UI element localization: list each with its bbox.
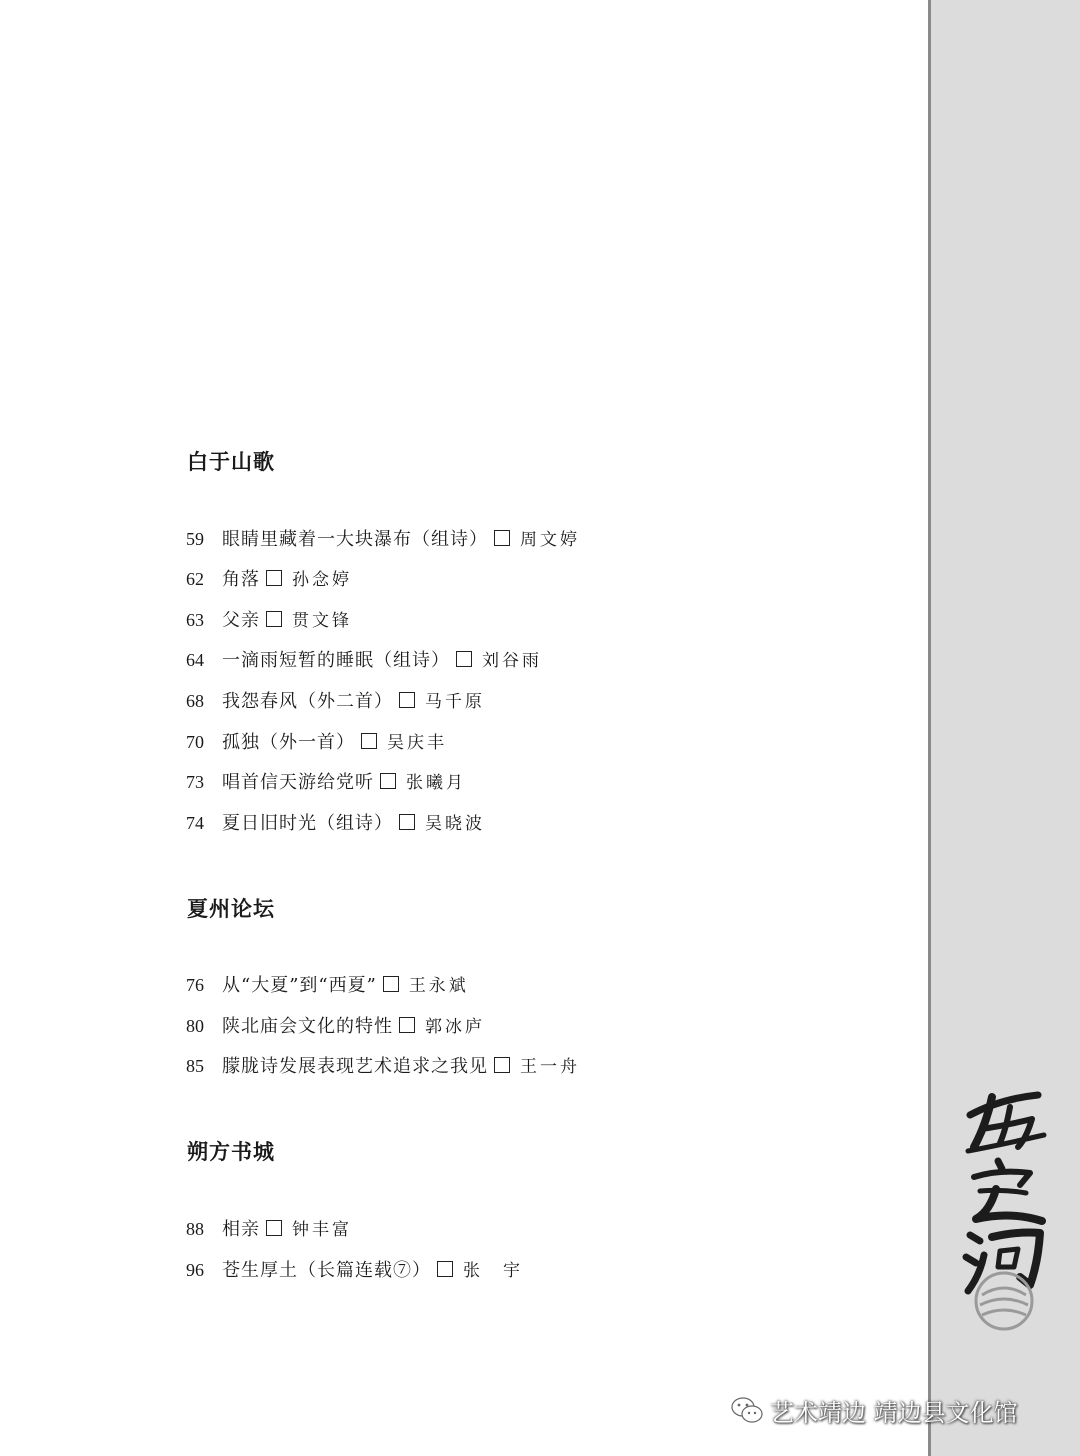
entry-title: 一滴雨短暂的睡眠（组诗） [222, 650, 450, 671]
separator-box-icon [266, 1220, 282, 1236]
entry-author: 吴庆丰 [387, 733, 447, 753]
toc-entry[interactable] [186, 768, 466, 796]
entry-title: 眼睛里藏着一大块瀑布（组诗） [222, 529, 488, 550]
separator-box-icon [437, 1261, 453, 1277]
separator-box-icon [383, 976, 399, 992]
entry-author: 王永斌 [408, 976, 469, 996]
separator-box-icon [380, 773, 396, 789]
toc-entry[interactable] [186, 525, 580, 553]
entry-title: 相亲 [222, 1219, 260, 1240]
section-title: 朔方书城 [187, 1140, 275, 1164]
toc-entry[interactable] [186, 606, 352, 634]
toc-entry[interactable] [186, 971, 469, 999]
entry-author: 刘谷雨 [482, 651, 542, 671]
toc-entry[interactable] [186, 809, 485, 837]
toc-entry[interactable] [186, 1256, 523, 1284]
entry-author: 吴晓波 [425, 814, 485, 834]
entry-author: 马千原 [425, 692, 485, 712]
separator-box-icon [399, 814, 415, 830]
entry-author: 孙念婷 [292, 570, 352, 590]
separator-box-icon [266, 611, 282, 627]
entry-title: 夏日旧时光（组诗） [222, 813, 393, 834]
entry-title: 苍生厚土（长篇连载⑦） [222, 1260, 431, 1281]
toc-entry[interactable] [186, 646, 542, 674]
toc-entry[interactable] [186, 687, 485, 715]
entry-page: 76 [186, 975, 204, 995]
separator-box-icon [266, 570, 282, 586]
entry-author: 郭冰庐 [425, 1017, 485, 1037]
entry-page: 68 [186, 691, 204, 711]
magazine-logo [960, 1085, 1050, 1335]
entry-author: 张曦月 [406, 773, 466, 793]
entry-page: 64 [186, 650, 204, 670]
entry-page: 85 [186, 1056, 204, 1076]
entry-title: 从“大夏”到“西夏” [222, 975, 377, 996]
entry-page: 63 [186, 610, 204, 630]
toc-entry[interactable] [186, 728, 447, 756]
toc-entry[interactable] [186, 1012, 485, 1040]
toc-entry[interactable] [186, 1052, 580, 1080]
entry-author: 王一舟 [520, 1057, 580, 1077]
entry-page: 80 [186, 1016, 204, 1036]
watermark [730, 1390, 1018, 1430]
separator-box-icon [456, 651, 472, 667]
separator-box-icon [399, 692, 415, 708]
entry-page: 70 [186, 732, 204, 752]
toc-entry[interactable] [186, 1215, 352, 1243]
toc-entry[interactable] [186, 565, 352, 593]
entry-page: 88 [186, 1219, 204, 1239]
entry-page: 73 [186, 772, 204, 792]
separator-box-icon [494, 1057, 510, 1073]
entry-author: 贯文锋 [292, 611, 352, 631]
entry-page: 59 [186, 529, 204, 549]
watermark-text: 艺术靖边 靖边县文化馆 [770, 1398, 1018, 1427]
entry-title: 陕北庙会文化的特性 [222, 1016, 393, 1037]
section-title: 夏州论坛 [187, 897, 275, 921]
entry-page: 96 [186, 1260, 204, 1280]
entry-page: 74 [186, 813, 204, 833]
separator-box-icon [494, 530, 510, 546]
entry-author: 钟丰富 [292, 1220, 352, 1240]
entry-title: 父亲 [222, 610, 260, 631]
section-title: 白于山歌 [187, 450, 275, 474]
separator-box-icon [361, 733, 377, 749]
entry-title: 朦胧诗发展表现艺术追求之我见 [222, 1056, 488, 1077]
calligraphy-logo-icon [960, 1085, 1050, 1335]
entry-title: 唱首信天游给党听 [222, 772, 374, 793]
wechat-icon [730, 1395, 764, 1425]
entry-page: 62 [186, 569, 204, 589]
entry-title: 角落 [222, 569, 260, 590]
entry-title: 我怨春风（外二首） [222, 691, 393, 712]
entry-title: 孤独（外一首） [222, 732, 355, 753]
separator-box-icon [399, 1017, 415, 1033]
entry-author: 周文婷 [520, 530, 580, 550]
entry-author: 张 宇 [463, 1261, 523, 1281]
